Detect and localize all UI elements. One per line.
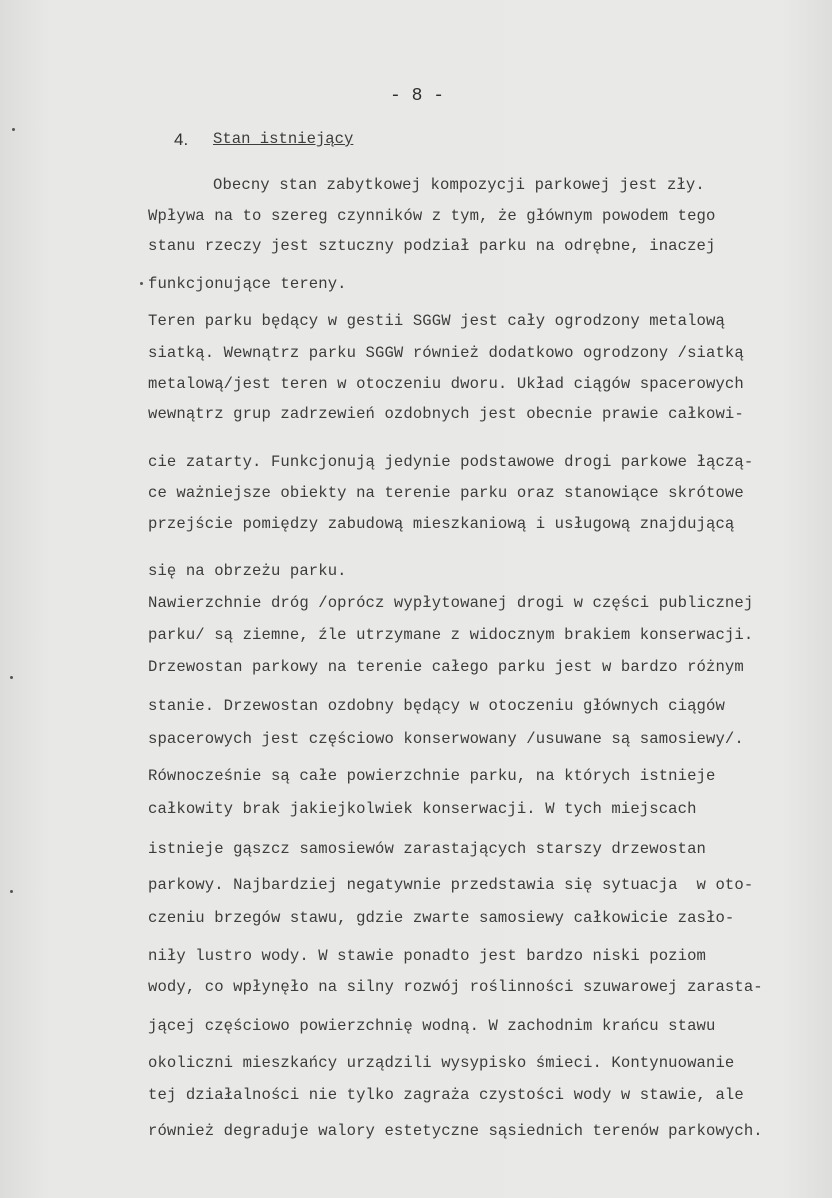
text-line: okoliczni mieszkańcy urządzili wysypisko śmieci. Kontynuowanie [148,1054,735,1072]
punch-mark [10,676,13,679]
text-line: parkowy. Najbardziej negatywnie przedstawia się sytuacja w oto- [148,876,754,894]
text-line: ce ważniejsze obiekty na terenie parku oraz stanowiące skrótowe [148,484,744,502]
text-line: jącej częściowo powierzchnię wodną. W zachodnim krańcu stawu [148,1017,716,1035]
punch-mark [12,128,15,131]
punch-mark [10,890,13,893]
text-line: wewnątrz grup zadrzewień ozdobnych jest obecnie prawie całkowi- [148,405,744,423]
page-number: - 8 - [390,86,445,106]
text-line: również degraduje walory estetyczne sąsiednich terenów parkowych. [148,1122,763,1140]
text-line: cie zatarty. Funkcjonują jedynie podstawowe drogi parkowe łączą- [148,453,754,471]
text-line: stanu rzeczy jest sztuczny podział parku na odrębne, inaczej [148,237,716,255]
text-line: czeniu brzegów stawu, gdzie zwarte samosiewy całkowicie zasło- [148,909,735,927]
text-line: wody, co wpłynęło na silny rozwój roślinności szuwarowej zarasta- [148,978,763,996]
punch-mark [140,282,143,285]
section-number: 4. [174,130,189,149]
text-line: przejście pomiędzy zabudową mieszkaniową i usługową znajdującą [148,515,735,533]
text-line: siatką. Wewnątrz parku SGGW również dodatkowo ogrodzony /siatką [148,344,744,362]
section-title: Stan istniejący [213,130,354,148]
text-line: tej działalności nie tylko zagraża czystości wody w stawie, ale [148,1086,744,1104]
text-line: parku/ są ziemne, źle utrzymane z widocznym brakiem konserwacji. [148,626,754,644]
text-line: metalową/jest teren w otoczeniu dworu. Układ ciągów spacerowych [148,375,744,393]
text-line: Równocześnie są całe powierzchnie parku, na których istnieje [148,767,716,785]
text-line: stanie. Drzewostan ozdobny będący w otoczeniu głównych ciągów [148,697,725,715]
text-line: funkcjonujące tereny. [148,275,347,293]
text-line: niły lustro wody. W stawie ponadto jest bardzo niski poziom [148,947,707,965]
text-line: Obecny stan zabytkowej kompozycji parkowej jest zły. [213,176,705,194]
text-line: Nawierzchnie dróg /oprócz wypłytowanej drogi w części publicznej [148,594,754,612]
text-line: Teren parku będący w gestii SGGW jest cały ogrodzony metalową [148,312,725,330]
text-line: Wpływa na to szereg czynników z tym, że głównym powodem tego [148,207,716,225]
text-line: istnieje gąszcz samosiewów zarastających starszy drzewostan [148,840,707,858]
text-line: Drzewostan parkowy na terenie całego parku jest w bardzo różnym [148,658,744,676]
text-line: spacerowych jest częściowo konserwowany /usuwane są samosiewy/. [148,730,744,748]
text-line: całkowity brak jakiejkolwiek konserwacji. W tych miejscach [148,800,697,818]
text-line: się na obrzeżu parku. [148,562,347,580]
